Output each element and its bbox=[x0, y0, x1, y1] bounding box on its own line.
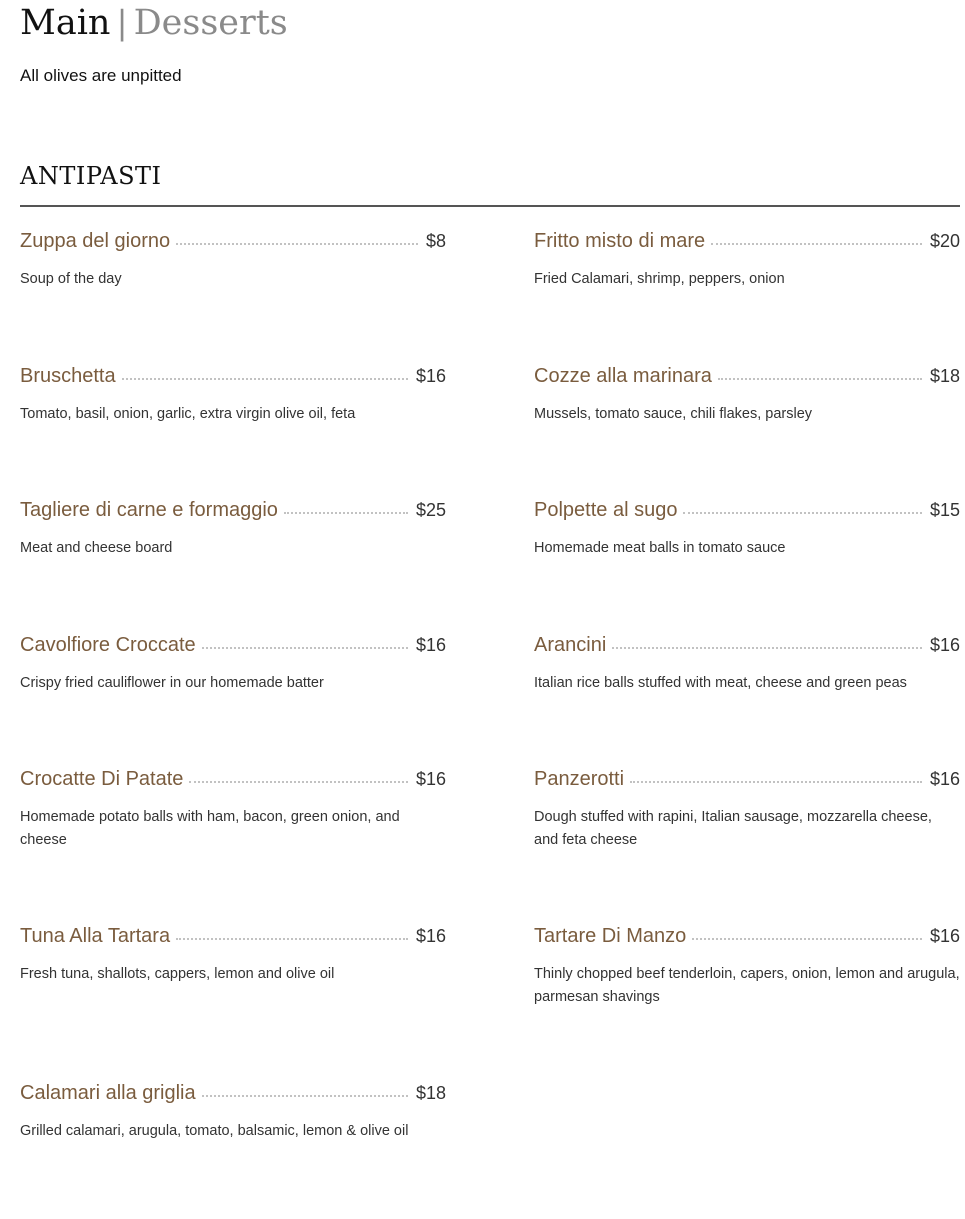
item-dot-leader bbox=[189, 781, 408, 783]
item-price: $16 bbox=[929, 769, 960, 789]
item-description: Crispy fried cauliflower in our homemade batter bbox=[20, 675, 324, 691]
tab-desserts[interactable]: Desserts bbox=[133, 3, 288, 43]
item-dot-leader bbox=[122, 378, 408, 380]
item-dot-leader bbox=[683, 512, 922, 514]
item-dot-leader bbox=[202, 1095, 408, 1097]
item-dot-leader bbox=[176, 938, 408, 940]
item-price: $25 bbox=[415, 500, 446, 520]
item-name: Fritto misto di mare bbox=[534, 230, 706, 252]
item-name: Bruschetta bbox=[20, 365, 116, 387]
menu-item-bruschetta bbox=[20, 365, 446, 426]
section-divider bbox=[20, 205, 960, 207]
tab-separator: | bbox=[116, 3, 128, 42]
item-description: Italian rice balls stuffed with meat, cheese and green peas bbox=[534, 675, 907, 691]
menu-item-calamari bbox=[20, 1082, 446, 1143]
item-name: Tartare Di Manzo bbox=[534, 925, 687, 947]
item-description: Fresh tuna, shallots, cappers, lemon and olive oil bbox=[20, 966, 335, 982]
section-title: ANTIPASTI bbox=[20, 162, 162, 190]
item-dot-leader bbox=[718, 378, 922, 380]
item-dot-leader bbox=[612, 647, 922, 649]
tab-main[interactable]: Main bbox=[20, 3, 111, 43]
item-price: $20 bbox=[929, 231, 960, 251]
item-name: Cavolfiore Croccate bbox=[20, 634, 196, 656]
item-description: Grilled calamari, arugula, tomato, balsamic, lemon & olive oil bbox=[20, 1123, 409, 1139]
menu-item-zuppa bbox=[20, 230, 446, 291]
item-description: Tomato, basil, onion, garlic, extra virgin olive oil, feta bbox=[20, 406, 356, 422]
menu-item-cozze bbox=[534, 365, 960, 426]
menu-item-cavolfiore bbox=[20, 634, 446, 695]
item-dot-leader bbox=[692, 938, 922, 940]
item-price: $15 bbox=[929, 500, 960, 520]
item-price: $18 bbox=[415, 1083, 446, 1103]
item-description: Homemade meat balls in tomato sauce bbox=[534, 540, 786, 556]
item-name: Tuna Alla Tartara bbox=[20, 925, 171, 947]
item-name: Tagliere di carne e formaggio bbox=[20, 499, 278, 521]
item-name: Polpette al sugo bbox=[534, 499, 678, 521]
menu-item-tartare bbox=[534, 925, 960, 1009]
item-description: Soup of the day bbox=[20, 271, 122, 287]
item-price: $18 bbox=[929, 366, 960, 386]
menu-item-crocatte bbox=[20, 768, 446, 852]
item-name: Cozze alla marinara bbox=[534, 365, 712, 387]
item-dot-leader bbox=[630, 781, 922, 783]
item-dot-leader bbox=[711, 243, 922, 245]
item-price: $8 bbox=[425, 231, 446, 251]
item-name: Arancini bbox=[534, 634, 607, 656]
menu-item-fritto-misto bbox=[534, 230, 960, 291]
item-description: Fried Calamari, shrimp, peppers, onion bbox=[534, 271, 785, 287]
menu-tabs bbox=[20, 2, 288, 44]
item-price: $16 bbox=[415, 366, 446, 386]
menu-item-panzerotti bbox=[534, 768, 960, 852]
item-name: Crocatte Di Patate bbox=[20, 768, 184, 790]
item-name: Zuppa del giorno bbox=[20, 230, 171, 252]
item-price: $16 bbox=[929, 926, 960, 946]
menu-note: All olives are unpitted bbox=[20, 66, 182, 85]
menu-item-polpette bbox=[534, 499, 960, 560]
item-price: $16 bbox=[415, 635, 446, 655]
item-price: $16 bbox=[929, 635, 960, 655]
item-name: Panzerotti bbox=[534, 768, 625, 790]
menu-item-arancini bbox=[534, 634, 960, 695]
item-price: $16 bbox=[415, 926, 446, 946]
menu-item-tuna bbox=[20, 925, 446, 986]
item-description: Mussels, tomato sauce, chili flakes, parsley bbox=[534, 406, 813, 422]
item-description: Thinly chopped beef tenderloin, capers, onion, lemon and arugula, parmesan shavings bbox=[534, 966, 960, 1005]
menu-item-tagliere bbox=[20, 499, 446, 560]
item-dot-leader bbox=[284, 512, 408, 514]
item-name: Calamari alla griglia bbox=[20, 1082, 196, 1104]
item-description: Meat and cheese board bbox=[20, 540, 173, 556]
item-description: Dough stuffed with rapini, Italian sausage, mozzarella cheese, and feta cheese bbox=[534, 809, 932, 848]
item-dot-leader bbox=[202, 647, 408, 649]
item-description: Homemade potato balls with ham, bacon, green onion, and cheese bbox=[20, 809, 400, 848]
item-dot-leader bbox=[176, 243, 418, 245]
item-price: $16 bbox=[415, 769, 446, 789]
